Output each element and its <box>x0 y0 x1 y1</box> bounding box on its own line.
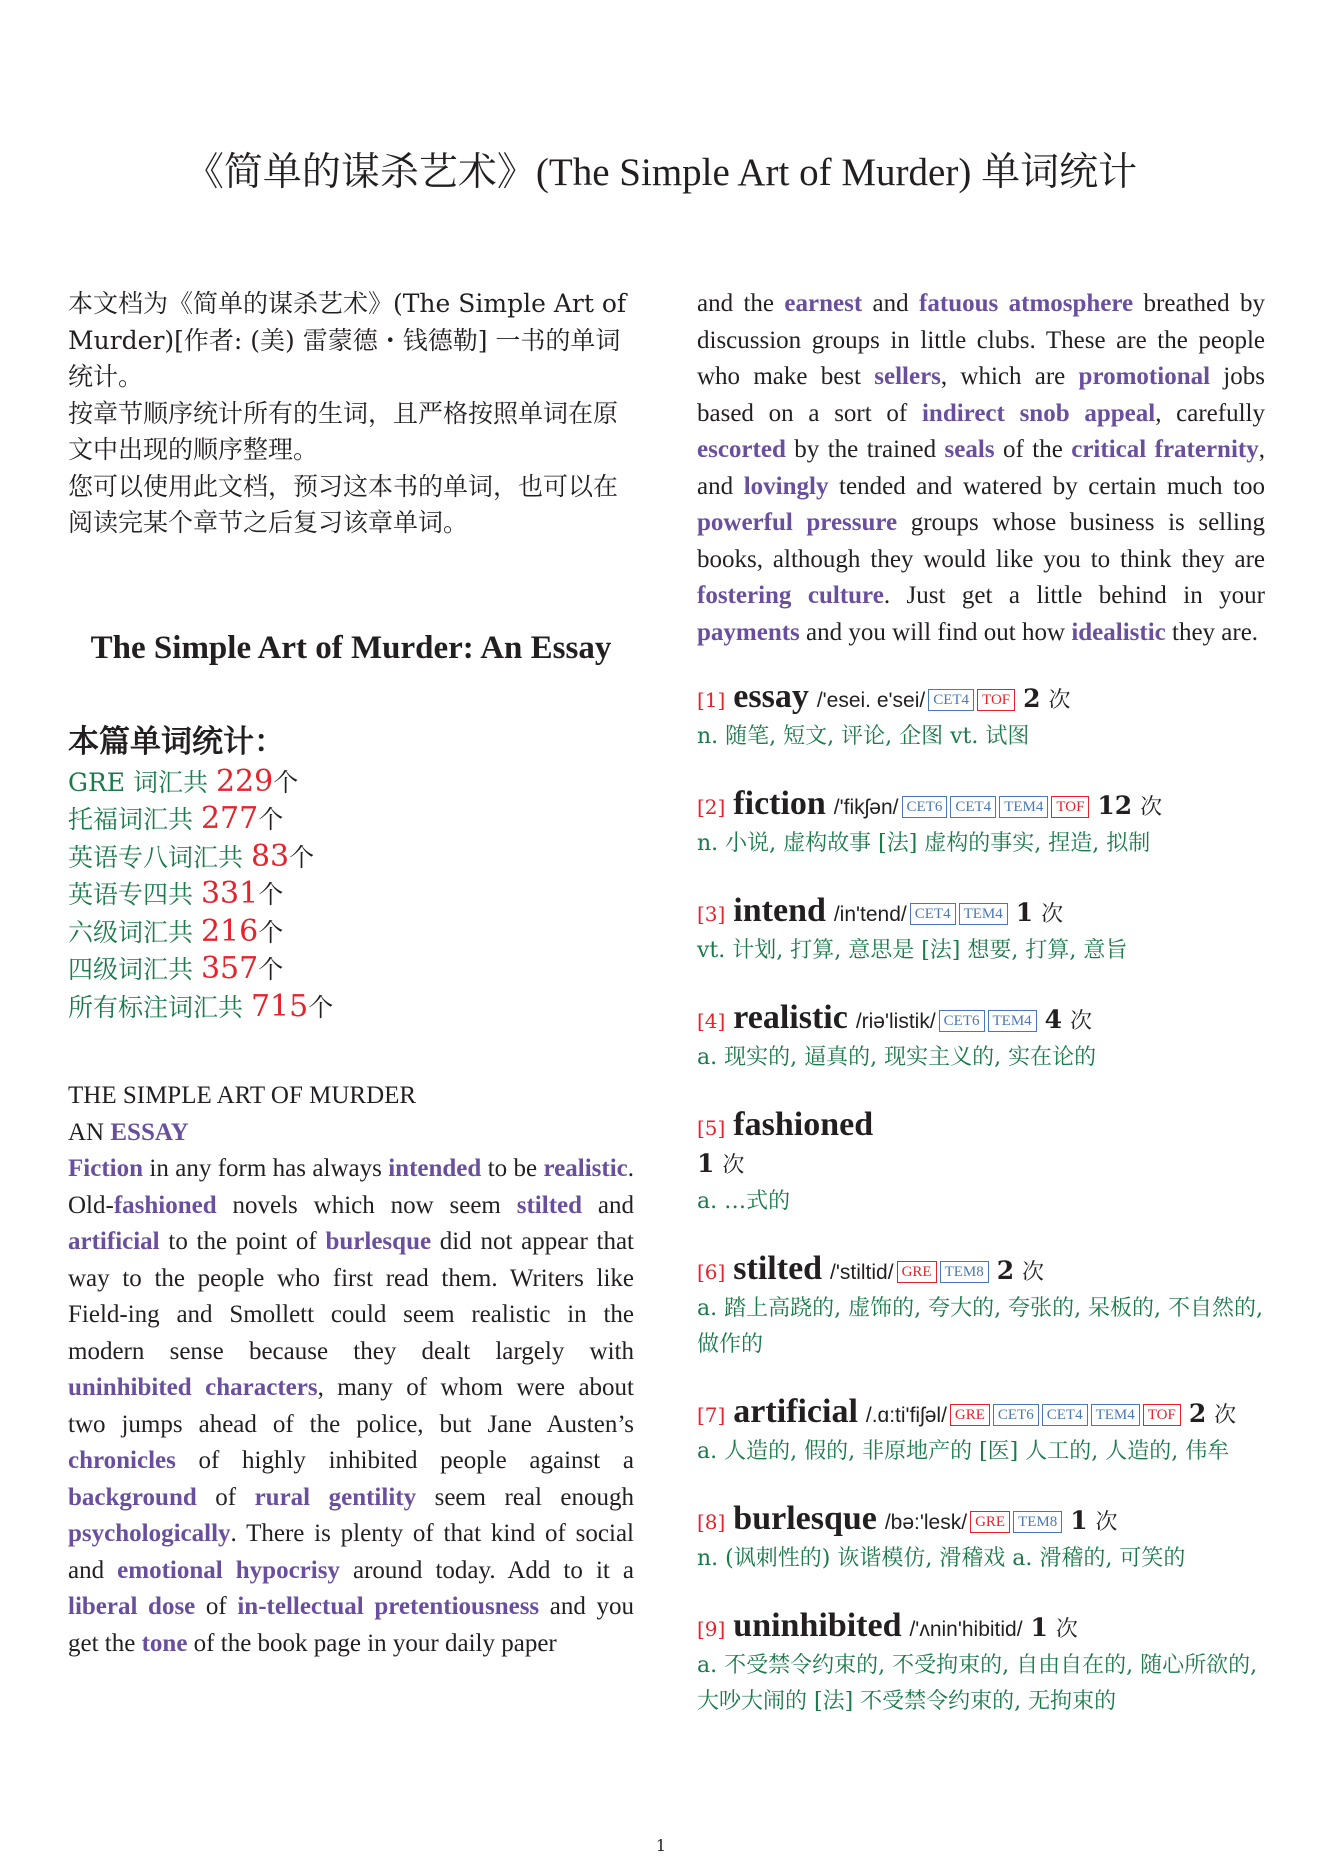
stats-unit: 个 <box>273 767 299 797</box>
highlighted-word: chronicles <box>68 1447 176 1474</box>
highlighted-word: background <box>68 1483 197 1511</box>
highlighted-word: rural gentility <box>254 1483 417 1511</box>
text-run: jobs based on a sort of <box>697 363 1265 427</box>
vocab-entry <box>697 893 1265 969</box>
entry-count: 2 <box>1188 1399 1207 1428</box>
entry-index: [1] <box>697 688 726 712</box>
entry-count: 4 <box>1044 1005 1063 1034</box>
left-column <box>68 286 634 1662</box>
entry-head <box>697 679 1265 719</box>
entry-headword: realistic <box>733 999 848 1036</box>
text-run: around today. Add to it a <box>339 1556 634 1584</box>
entry-definition: a. 不受禁令约束的, 不受拘束的, 自由自在的, 随心所欲的, 大吵大闹的 [法] 不受禁令约束的, 无拘束的 <box>697 1653 1258 1714</box>
stats-unit: 个 <box>258 805 284 834</box>
entry-index: [9] <box>697 1617 726 1641</box>
stats-row <box>68 764 634 802</box>
vocab-entry <box>697 1251 1265 1363</box>
level-tag: TEM4 <box>988 1010 1037 1032</box>
text-run: to be <box>481 1155 544 1182</box>
entry-headword: essay <box>733 678 809 715</box>
highlighted-word: burlesque <box>325 1228 432 1255</box>
intro-paragraph: 您可以使用此文档，预习这本书的单词，也可以在阅读完某个章节之后复习该章单词。 <box>68 471 619 537</box>
right-column <box>697 286 1265 1720</box>
level-tag: TEM8 <box>1013 1511 1062 1533</box>
text-run: tended and watered by certain much too <box>828 472 1265 500</box>
stats-label: GRE 词汇共 <box>68 767 216 797</box>
entry-count-unit: 次 <box>1214 1403 1237 1428</box>
stats-count: 715 <box>250 988 309 1024</box>
entry-definition: n. 小说, 虚构故事 [法] 虚构的事实, 捏造, 拟制 <box>697 831 1151 856</box>
level-tag: CET6 <box>993 1404 1039 1426</box>
entry-count: 2 <box>996 1256 1015 1285</box>
stats-row <box>68 839 634 877</box>
highlighted-word: indirect snob appeal <box>921 399 1156 427</box>
highlighted-word: idealistic <box>1071 618 1166 646</box>
level-tag: TEM8 <box>940 1261 989 1283</box>
chapter-title: The Simple Art of Murder: An Essay <box>90 629 612 666</box>
entry-count: 1 <box>697 1149 715 1178</box>
text-run: breathed by discussion groups in little clubs. These are the people who make best <box>697 290 1265 390</box>
entry-count: 1 <box>1015 898 1034 927</box>
stats-unit: 个 <box>308 992 334 1022</box>
text-run: and <box>582 1191 634 1219</box>
entry-head <box>697 1501 1265 1541</box>
entry-head <box>697 893 1265 933</box>
level-tag: CET4 <box>950 796 996 818</box>
entry-headword: burlesque <box>733 1500 877 1537</box>
entry-index: [7] <box>697 1403 726 1427</box>
text-run: , and <box>697 436 1265 500</box>
stats-label: 所有标注词汇共 <box>68 992 251 1022</box>
entry-head <box>697 786 1265 826</box>
entry-phonetic: /riə'listik/ <box>855 1010 936 1033</box>
vocab-entry <box>697 1608 1265 1720</box>
entry-index: [8] <box>697 1510 726 1534</box>
entry-definition: a. …式的 <box>697 1189 791 1214</box>
stats-unit: 个 <box>289 842 315 872</box>
highlighted-word: uninhibited characters <box>68 1374 318 1401</box>
essay-heading-prefix: AN <box>68 1118 111 1146</box>
text-run: of the book page in your daily paper <box>187 1629 557 1657</box>
highlighted-word: sellers <box>874 363 941 390</box>
entry-count: 12 <box>1097 791 1133 820</box>
entry-definition: a. 人造的, 假的, 非原地产的 [医] 人工的, 人造的, 伟牟 <box>697 1439 1230 1464</box>
stats-row <box>68 989 634 1027</box>
intro-paragraph: 按章节顺序统计所有的生词，且严格按照单词在原文中出现的顺序整理。 <box>68 398 619 464</box>
highlighted-word: intended <box>388 1155 482 1182</box>
highlighted-word: lovingly <box>743 472 829 500</box>
entry-phonetic: /'stiltid/ <box>830 1261 894 1284</box>
text-run: , which are <box>940 363 1079 390</box>
entry-head <box>697 1251 1265 1291</box>
essay-heading <box>68 1078 634 1151</box>
stats-label: 托福词汇共 <box>68 805 201 834</box>
stats-heading: 本篇单词统计： <box>68 723 285 760</box>
stats-unit: 个 <box>258 880 284 909</box>
entry-phonetic: /bə:'lesk/ <box>884 1511 968 1534</box>
highlighted-word: artificial <box>68 1228 160 1255</box>
entry-count-unit: 次 <box>1048 688 1071 713</box>
highlighted-word: promotional <box>1078 363 1211 390</box>
entry-headword: intend <box>733 892 826 929</box>
entry-head <box>697 1608 1265 1648</box>
stats-row <box>68 876 634 914</box>
highlighted-word: in-tellectual pretentiousness <box>237 1593 540 1620</box>
text-run: by the trained <box>785 436 945 463</box>
text-run: . Old- <box>68 1155 635 1219</box>
text-run: seem real enough <box>416 1483 635 1511</box>
highlighted-word: emotional hypocrisy <box>117 1556 340 1584</box>
stats-label: 英语专四共 <box>68 880 201 909</box>
level-tag: GRE <box>950 1404 990 1426</box>
text-run: , many of whom were about two jumps ahead of the police, but Jane Austen’s <box>68 1374 634 1438</box>
text-run: of <box>195 1593 238 1620</box>
entry-definition: n. 随笔, 短文, 评论, 企图 vt. 试图 <box>697 724 1030 749</box>
vocab-entry <box>697 786 1265 862</box>
highlighted-word: powerful pressure <box>697 509 898 536</box>
entry-index: [5] <box>697 1116 726 1140</box>
highlighted-word: payments <box>697 618 800 646</box>
entry-phonetic: /'ʌnin'hibitid/ <box>909 1618 1023 1641</box>
stats-list <box>68 764 634 1027</box>
text-run: . There is plenty of that kind of social and <box>68 1520 634 1584</box>
entry-definition: a. 现实的, 逼真的, 现实主义的, 实在论的 <box>697 1045 1097 1070</box>
vocab-entry <box>697 1394 1265 1470</box>
entry-count-unit: 次 <box>722 1153 745 1178</box>
vocab-entry <box>697 1107 1265 1220</box>
entry-count: 2 <box>1023 684 1041 713</box>
entry-index: [3] <box>697 902 726 926</box>
highlighted-word: Fiction <box>68 1155 143 1182</box>
stats-row <box>68 951 634 989</box>
entry-count-unit: 次 <box>1041 902 1064 927</box>
highlighted-word: tone <box>141 1629 188 1657</box>
text-run: of highly inhibited people against a <box>175 1447 634 1474</box>
entry-count: 1 <box>1070 1506 1088 1535</box>
vocabulary-entries <box>697 679 1265 1720</box>
level-tag: TEM4 <box>1091 1404 1140 1426</box>
vocab-entry <box>697 679 1265 755</box>
entry-headword: fiction <box>733 785 826 822</box>
entry-definition: n. (讽刺性的) 诙谐模仿, 滑稽戏 a. 滑稽的, 可笑的 <box>697 1546 1186 1571</box>
level-tag: CET4 <box>928 689 974 711</box>
stats-count: 357 <box>200 951 259 986</box>
essay-heading-word: ESSAY <box>110 1118 189 1146</box>
highlighted-word: seals <box>944 436 995 463</box>
entry-count: 1 <box>1030 1613 1048 1642</box>
text-run: and <box>862 290 920 317</box>
entry-count-unit: 次 <box>1140 795 1163 820</box>
stats-row <box>68 914 634 952</box>
level-tag: CET4 <box>910 903 956 925</box>
entry-headword: fashioned <box>733 1106 874 1143</box>
text-run: did not appear that way to the people who first read them. Writers like Field-ing and Smollett could seem realistic in the modern sense because they dealt largely with <box>68 1228 634 1365</box>
stats-label: 六级词汇共 <box>68 917 201 947</box>
level-tag: GRE <box>897 1261 937 1283</box>
stats-count: 216 <box>200 913 259 949</box>
level-tag: CET6 <box>939 1010 985 1032</box>
entry-phonetic: /'esei. e'sei/ <box>816 689 926 712</box>
entry-definition: a. 踏上高跷的, 虚饰的, 夸大的, 夸张的, 呆板的, 不自然的, 做作的 <box>697 1296 1264 1357</box>
entry-head <box>697 1394 1265 1434</box>
stats-count: 277 <box>200 801 259 836</box>
level-tag: TOF <box>1143 1404 1181 1426</box>
stats-unit: 个 <box>258 917 284 947</box>
highlighted-word: fostering culture <box>697 582 884 609</box>
stats-label: 四级词汇共 <box>68 955 201 984</box>
entry-headword: stilted <box>733 1250 823 1287</box>
entry-count-line <box>697 1146 1265 1184</box>
level-tag: TOF <box>1051 796 1089 818</box>
stats-label: 英语专八词汇共 <box>68 842 251 872</box>
text-run: of the <box>994 436 1072 463</box>
entry-definition: vt. 计划, 打算, 意思是 [法] 想要, 打算, 意旨 <box>697 938 1128 963</box>
stats-row <box>68 801 634 839</box>
highlighted-word: liberal dose <box>68 1593 196 1620</box>
intro-text <box>68 286 634 542</box>
level-tag: TEM4 <box>999 796 1048 818</box>
essay-paragraph-right <box>697 286 1265 651</box>
entry-headword: artificial <box>733 1393 858 1430</box>
text-run: in any form has always <box>143 1155 389 1182</box>
highlighted-word: psychologically <box>68 1520 231 1547</box>
highlighted-word: fashioned <box>113 1191 217 1219</box>
entry-phonetic: /in'tend/ <box>833 903 907 926</box>
document-title: 《简单的谋杀艺术》(The Simple Art of Murder) 单词统计 <box>184 151 1138 194</box>
intro-paragraph: 本文档为《简单的谋杀艺术》(The Simple Art of Murder)[作者: (美) 雷蒙德・钱德勒] 一书的单词统计。 <box>68 289 627 391</box>
text-run: groups whose business is selling books, although they would like you to think they are <box>697 509 1266 573</box>
stats-unit: 个 <box>258 955 284 984</box>
essay-heading-line2 <box>68 1115 634 1152</box>
entry-phonetic: /.ɑ:ti'fiʃəl/ <box>865 1404 947 1427</box>
entry-count-unit: 次 <box>1022 1260 1045 1285</box>
stats-count: 331 <box>200 876 259 911</box>
text-run: . Just get a little behind in your <box>883 582 1265 609</box>
entry-index: [2] <box>697 795 726 819</box>
vocab-entry <box>697 1000 1265 1076</box>
text-run: of <box>196 1483 255 1511</box>
vocab-entry <box>697 1501 1265 1577</box>
highlighted-word: realistic <box>543 1155 628 1182</box>
entry-index: [6] <box>697 1260 726 1284</box>
highlighted-word: earnest <box>784 290 863 317</box>
level-tag: CET6 <box>902 796 948 818</box>
level-tag: CET4 <box>1042 1404 1088 1426</box>
stats-count: 83 <box>250 838 290 874</box>
essay-paragraph-left <box>68 1151 634 1662</box>
highlighted-word: stilted <box>516 1191 583 1219</box>
level-tag: TOF <box>977 689 1015 711</box>
entry-count-unit: 次 <box>1055 1617 1078 1642</box>
highlighted-word: escorted <box>697 436 786 463</box>
text-run: novels which now seem <box>216 1191 517 1219</box>
level-tag: TEM4 <box>959 903 1008 925</box>
text-run: , carefully <box>1155 399 1265 427</box>
entry-head <box>697 1000 1265 1040</box>
highlighted-word: fatuous atmosphere <box>919 290 1134 317</box>
entry-count-unit: 次 <box>1070 1009 1093 1034</box>
essay-heading-line1: THE SIMPLE ART OF MURDER <box>68 1082 417 1109</box>
text-run: they are. <box>1165 618 1259 646</box>
entry-head <box>697 1107 1265 1146</box>
stats-count: 229 <box>215 763 274 799</box>
level-tag: GRE <box>970 1511 1010 1533</box>
text-run: and the <box>697 290 785 317</box>
text-run: to the point of <box>159 1228 326 1255</box>
page-number: 1 <box>655 1836 667 1855</box>
entry-phonetic: /'fikʃən/ <box>833 796 899 819</box>
text-run: and you will find out how <box>799 618 1072 646</box>
text-run: and you get the <box>68 1593 634 1657</box>
entry-index: [4] <box>697 1009 726 1033</box>
entry-count-unit: 次 <box>1095 1510 1118 1535</box>
entry-headword: uninhibited <box>733 1607 902 1644</box>
highlighted-word: critical fraternity <box>1071 436 1259 463</box>
